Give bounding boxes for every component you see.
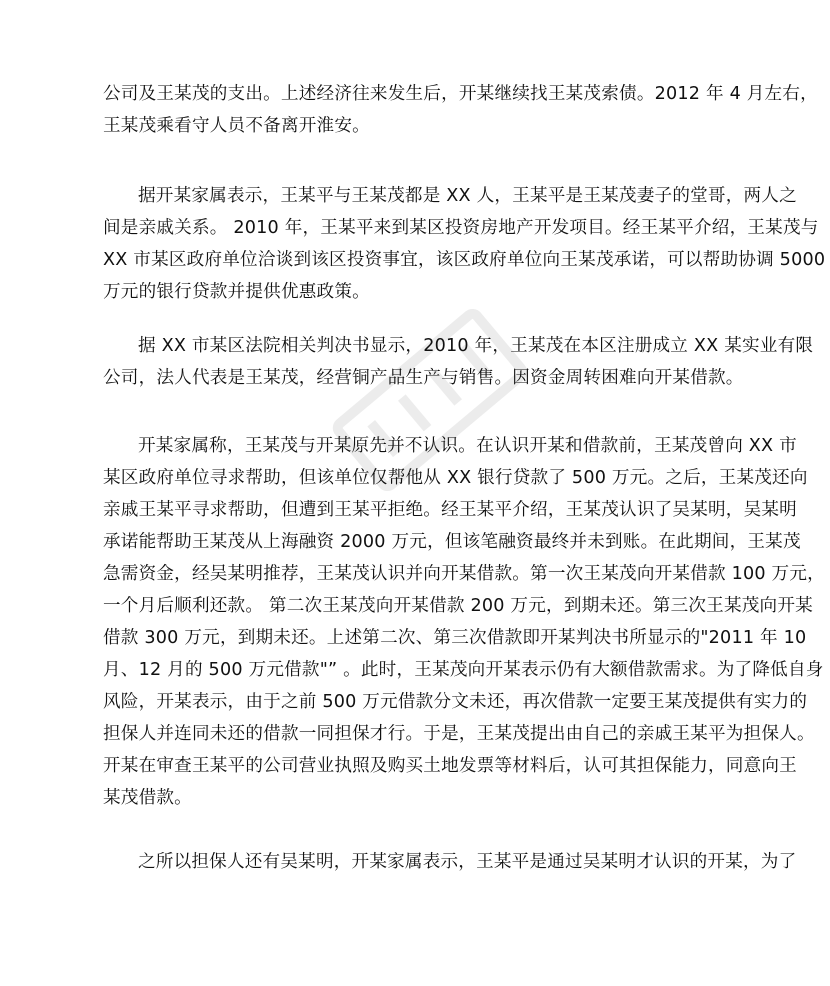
text-line: XX 市某区政府单位洽谈到该区投资事宜，该区政府单位向王某茂承诺，可以帮助协调 5000 bbox=[103, 250, 826, 270]
text-line: 借款 300 万元，到期未还。上述第二次、第三次借款即开某判决书所显示的"2011 年 10 bbox=[103, 628, 807, 648]
text-line: 据 XX 市某区法院相关判决书显示，2010 年，王某茂在本区注册成立 XX 某实业有限 bbox=[138, 336, 814, 356]
text-line: 承诺能帮助王某茂从上海融资 2000 万元，但该笔融资最终并未到账。在此期间，王某茂 bbox=[103, 532, 801, 552]
text-line: 间是亲戚关系。 2010 年，王某平来到某区投资房地产开发项目。经王某平介绍，王某茂与 bbox=[103, 218, 819, 238]
text-line: 开某家属称，王某茂与开某原先并不认识。在认识开某和借款前，王某茂曾向 XX 市 bbox=[138, 436, 797, 456]
text-line: 某区政府单位寻求帮助，但该单位仅帮他从 XX 银行贷款了 500 万元。之后，王某茂还向 bbox=[103, 468, 808, 488]
text-line: 一个月后顺利还款。 第二次王某茂向开某借款 200 万元，到期未还。第三次王某茂向开某 bbox=[103, 596, 813, 616]
text-line: 之所以担保人还有吴某明，开某家属表示，王某平是通过吴某明才认识的开某，为了 bbox=[138, 852, 797, 872]
text-line: 风险，开某表示，由于之前 500 万元借款分文未还，再次借款一定要王某茂提供有实力的 bbox=[103, 692, 808, 712]
paragraph-5 bbox=[103, 846, 797, 878]
text-line: 月、12 月的 500 万元借款"” 。此时，王某茂向开某表示仍有大额借款需求。为了降低自身 bbox=[103, 660, 824, 680]
text-line: 万元的银行贷款并提供优惠政策。 bbox=[103, 282, 370, 302]
paragraph-3 bbox=[103, 330, 814, 394]
text-line-wrap bbox=[103, 330, 814, 362]
paragraph-1 bbox=[103, 78, 818, 142]
text-line: 某茂借款。 bbox=[103, 788, 192, 808]
paragraph-2 bbox=[103, 180, 826, 308]
text-line: 担保人并连同未还的借款一同担保才行。于是，王某茂提出由自己的亲戚王某平为担保人。 bbox=[103, 724, 815, 744]
text-line: 公司及王某茂的支出。上述经济往来发生后，开某继续找王某茂索债。2012 年 4 月左右， bbox=[103, 84, 818, 104]
text-line: 开某在审查王某平的公司营业执照及购买土地发票等材料后，认可其担保能力，同意向王 bbox=[103, 756, 797, 776]
text-line-wrap bbox=[103, 430, 797, 462]
text-line-wrap bbox=[103, 846, 797, 878]
text-line-wrap bbox=[103, 180, 797, 212]
text-line: 亲戚王某平寻求帮助，但遭到王某平拒绝。经王某平介绍，王某茂认识了吴某明，吴某明 bbox=[103, 500, 797, 520]
text-line: 急需资金，经吴某明推荐，王某茂认识并向开某借款。第一次王某茂向开某借款 100 万元， bbox=[103, 564, 825, 584]
text-line: 王某茂乘看守人员不备离开淮安。 bbox=[103, 116, 370, 136]
paragraph-4 bbox=[103, 430, 825, 814]
text-line: 公司，法人代表是王某茂，经营铜产品生产与销售。因资金周转困难向开某借款。 bbox=[103, 368, 744, 388]
text-line: 据开某家属表示，王某平与王某茂都是 XX 人，王某平是王某茂妻子的堂哥，两人之 bbox=[138, 186, 797, 206]
